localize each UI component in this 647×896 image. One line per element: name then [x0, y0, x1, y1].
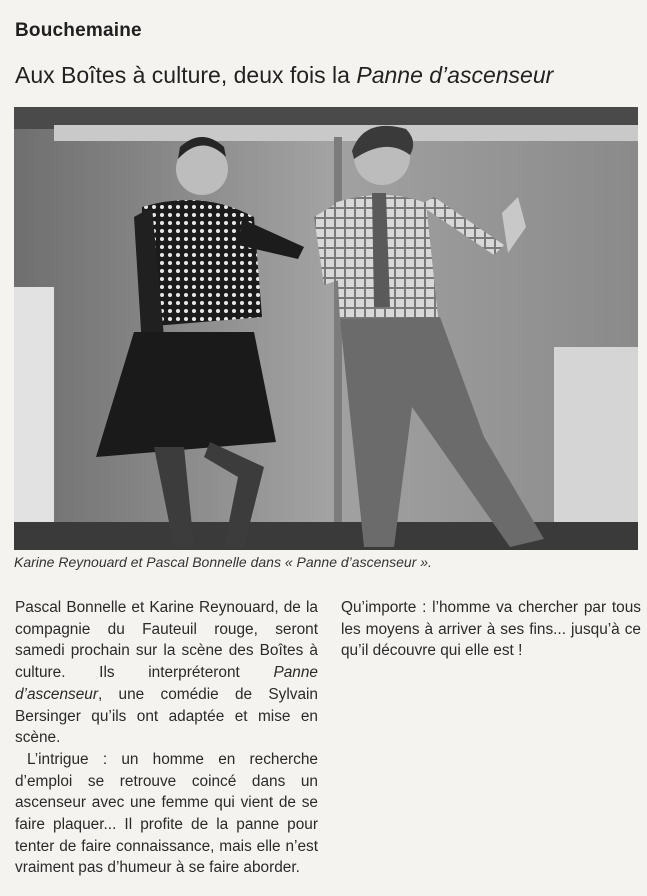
headline-play-title: Panne d’ascenseur	[356, 62, 554, 88]
stage-photo-illustration	[14, 107, 638, 550]
stage-photo	[14, 107, 638, 550]
intro-text-a: Pascal Bonnelle et Karine Reynouard, de la compagnie du Fauteuil rouge, seront samedi prochain sur la scène des Boîtes à culture. Ils interpréteront	[15, 599, 318, 682]
paragraph-intro	[15, 597, 318, 749]
article-column-2	[341, 597, 641, 662]
photo-caption: Karine Reynouard et Pascal Bonnelle dans « Panne d’ascenseur ».	[14, 554, 432, 570]
section-label: Bouchemaine	[15, 20, 142, 41]
headline	[15, 60, 553, 90]
intro-text-b: , une comédie de Sylvain Bersinger qu’ils ont adaptée et mise en scène.	[15, 685, 318, 747]
headline-text: Aux Boîtes à culture, deux fois la	[15, 62, 357, 88]
paragraph-plot-continued: Qu’importe : l’homme va chercher par tous les moyens à arriver à ses fins... jusqu’à ce qu’il découvre qui elle est !	[341, 599, 641, 660]
article-column-1	[15, 597, 318, 879]
paragraph-plot: L’intrigue : un homme en recherche d’emploi se retrouve coincé dans un ascenseur avec une femme qui vient de se faire plaquer... Il profite de la panne pour tenter de faire connaissance, mais elle n’est vraiment pas d’humeur à se faire aborder.	[15, 750, 318, 877]
intro-play-title: Panne d’ascenseur	[15, 664, 318, 703]
